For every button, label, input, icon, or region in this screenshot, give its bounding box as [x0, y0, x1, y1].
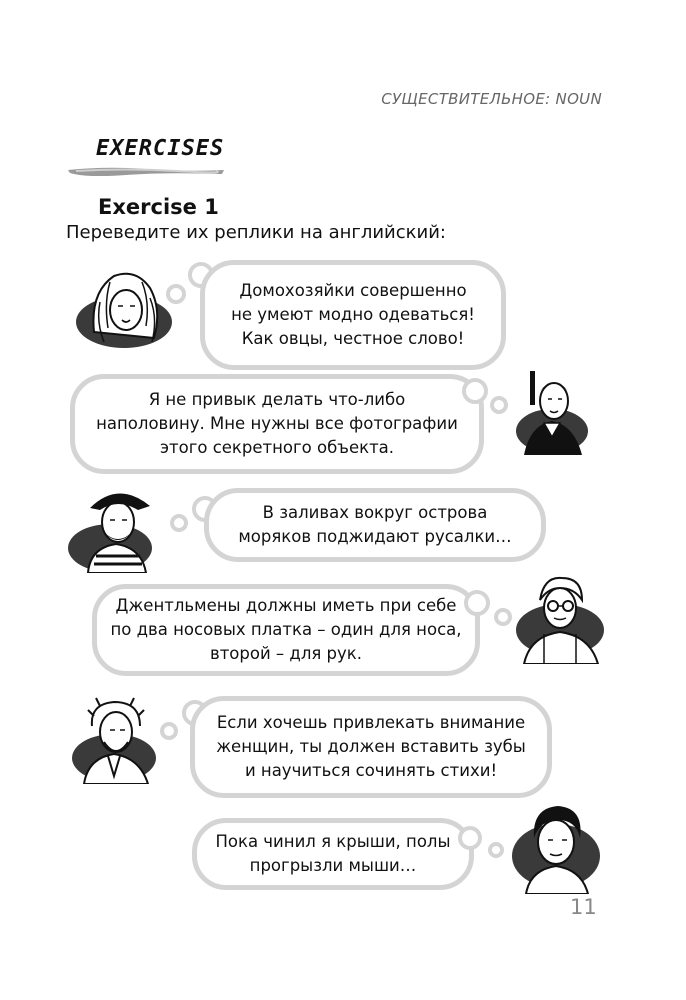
spy-with-gun-icon — [510, 365, 590, 455]
speech-bubble — [190, 696, 552, 798]
thought-dot — [170, 514, 188, 532]
woman-portrait-icon — [70, 262, 178, 354]
bubble-text: В заливах вокруг острова моряков поджидают русалки… — [238, 503, 512, 546]
old-lady-portrait-icon — [514, 572, 608, 664]
page-number: 11 — [570, 895, 597, 919]
speech-bubble — [204, 488, 546, 562]
thought-dot — [160, 722, 178, 740]
speech-bubble — [192, 818, 474, 890]
brush-stroke-decoration — [66, 164, 226, 176]
bubble-text: Домохозяйки совершенно не умеют модно одеваться! Как овцы, честное слово! — [231, 281, 475, 348]
thought-dot — [488, 842, 504, 858]
bubble-text: Если хочешь привлекать внимание женщин, ты должен вставить зубы и научиться сочинять стихи! — [216, 713, 526, 780]
bubble-text: Джентльмены должны иметь при себе по два носовых платка – один для носа, второй – для рук. — [110, 596, 462, 663]
speech-bubble — [92, 584, 480, 676]
exercise-instruction: Переведите их реплики на английский: — [66, 222, 446, 243]
thought-dot — [464, 590, 490, 616]
thought-dot — [490, 396, 508, 414]
exercise-title: Exercise 1 — [98, 195, 219, 219]
old-man-portrait-icon — [70, 696, 160, 784]
speech-bubble — [200, 260, 506, 370]
running-header: СУЩЕСТВИТЕЛЬНОЕ: NOUN — [381, 90, 602, 108]
speech-bubble — [70, 374, 484, 474]
thought-dot — [458, 826, 482, 850]
thought-dot — [494, 608, 512, 626]
thought-dot — [462, 378, 488, 404]
man-portrait-icon — [510, 798, 602, 894]
bubble-text: Я не привык делать что-либо наполовину. Мне нужны все фотографии этого секретного объекта. — [96, 390, 458, 457]
thought-dot — [166, 284, 186, 304]
pirate-portrait-icon — [66, 478, 166, 573]
bubble-text: Пока чинил я крыши, полы прогрызли мыши… — [215, 832, 451, 875]
section-heading: EXERCISES — [96, 136, 225, 161]
